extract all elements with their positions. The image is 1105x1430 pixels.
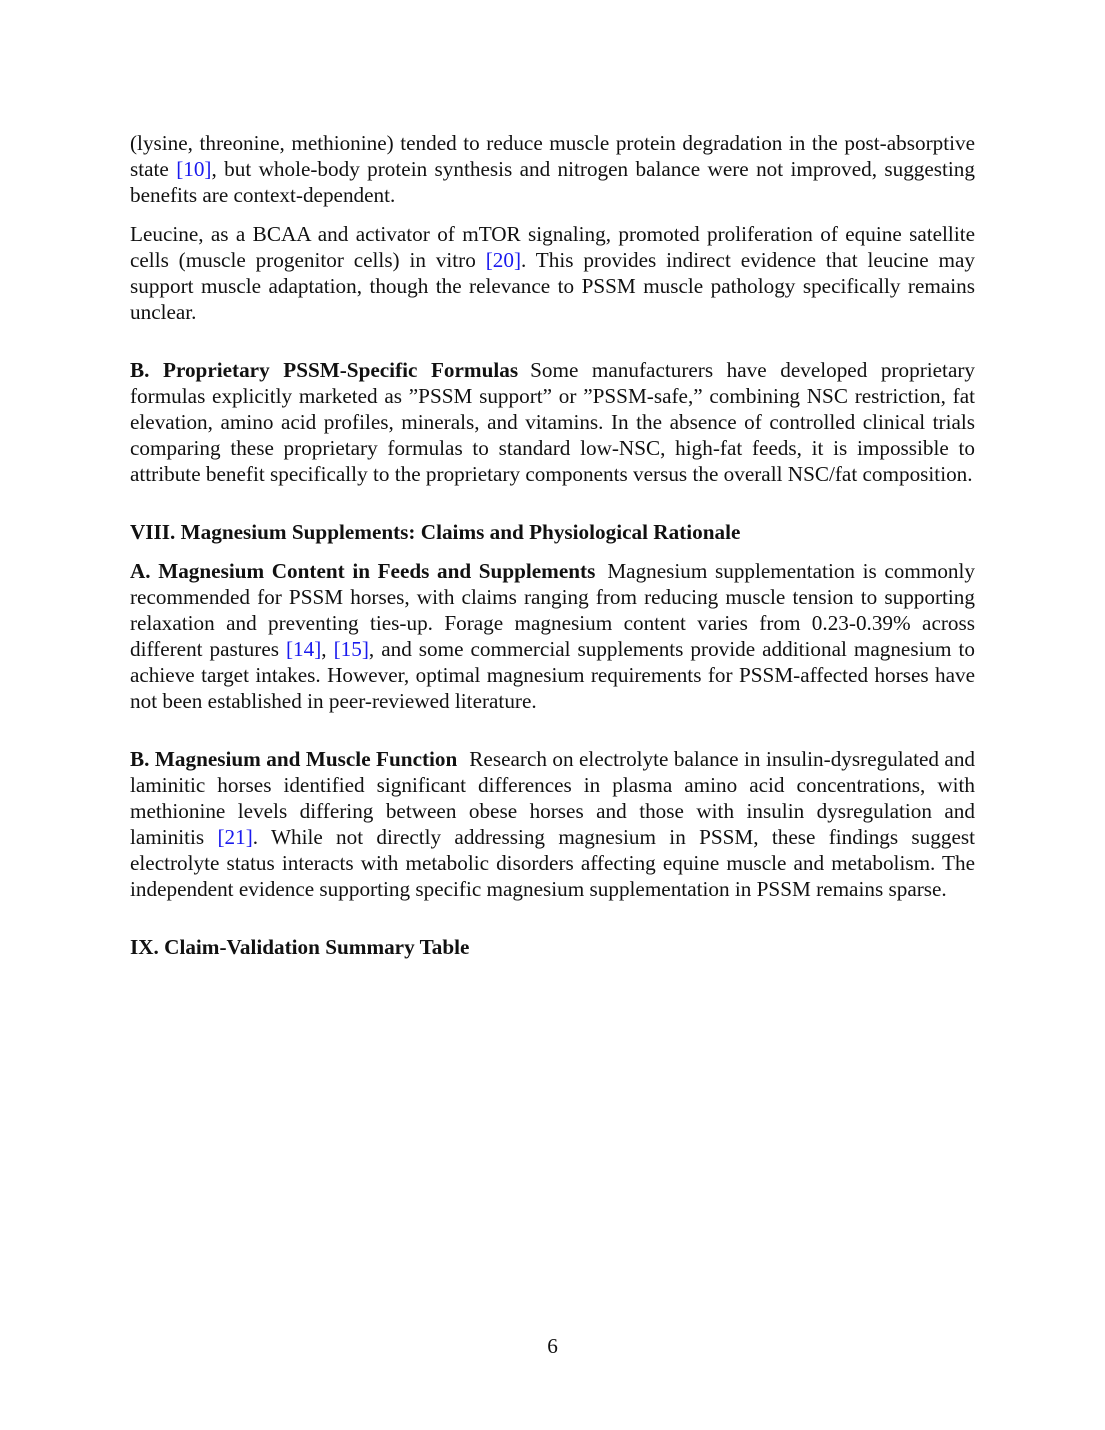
paragraph-text: , but whole-body protein synthesis and nitrogen balance were not improved, suggesting benefits are context-dependent.: [130, 157, 975, 207]
subsection-heading-magnesium-muscle: B. Magnesium and Muscle Function: [130, 747, 458, 771]
paragraph-text: , and some commercial supplements provide additional magnesium to achieve target intakes. However, optimal magnesium requirements for PSSM-affected horses have not been established in peer-reviewed literature.: [130, 637, 976, 713]
section-heading-ix: IX. Claim-Validation Summary Table: [130, 935, 470, 959]
paragraph-proprietary-formulas: [130, 357, 975, 487]
paragraph-text: . While not directly addressing magnesium in PSSM, these findings suggest electrolyte status interacts with metabolic disorders affecting equine muscle and metabolism. The independent evidence supporting specific magnesium supplementation in PSSM remains sparse.: [130, 825, 975, 901]
paragraph-leucine: [130, 221, 975, 325]
citation-link-20[interactable]: [20]: [485, 248, 522, 272]
citation-separator: ,: [321, 637, 334, 661]
citation-link-15[interactable]: [15]: [333, 637, 369, 661]
paragraph-text: Some manufacturers have developed proprietary formulas explicitly marketed as ”PSSM support” or ”PSSM-safe,” combining NSC restriction, fat elevation, amino acid profiles, minerals, and vitamins. In the absence of controlled clinical trials comparing these proprietary formulas to standard low-NSC, high-fat feeds, it is impossible to attribute benefit specifically to the proprietary components versus the overall NSC/fat composition.: [130, 358, 975, 486]
paragraph-magnesium-muscle: [130, 746, 975, 902]
citation-link-21[interactable]: [21]: [217, 825, 253, 849]
paragraph-text: Research on electrolyte balance in insulin-dysregulated and laminitic horses identified significant differences in plasma amino acid concentrations, with methionine levels differing between obese horses and those with insulin dysregulation and laminitis: [130, 747, 976, 849]
subsection-heading-proprietary-formulas: B. Proprietary PSSM-Specific Formulas: [130, 358, 519, 382]
paragraph-magnesium-content: [130, 558, 975, 714]
section-heading-viii: VIII. Magnesium Supplements: Claims and Physiological Rationale: [130, 520, 741, 544]
paragraph-text: . This provides indirect evidence that leucine may support muscle adaptation, though the relevance to PSSM muscle pathology specifically remains unclear.: [130, 248, 975, 324]
paragraph-amino-acids: [130, 130, 975, 208]
page-number: 6: [547, 1334, 558, 1358]
subsection-heading-magnesium-content: A. Magnesium Content in Feeds and Supplements: [130, 559, 596, 583]
citation-link-14[interactable]: [14]: [285, 637, 322, 661]
page-body: [130, 130, 975, 973]
citation-link-10[interactable]: [10]: [176, 157, 212, 181]
paragraph-text: Magnesium supplementation is commonly recommended for PSSM horses, with claims ranging from reducing muscle tension to supporting relaxation and preventing ties-up. Forage magnesium content varies from 0.23-0.39% across different pastures: [130, 559, 975, 661]
paragraph-text: (lysine, threonine, methionine) tended to reduce muscle protein degradation in the post-absorptive state: [130, 131, 975, 181]
paragraph-text: Leucine, as a BCAA and activator of mTOR signaling, promoted proliferation of equine satellite cells (muscle progenitor cells) in vitro: [130, 222, 975, 272]
